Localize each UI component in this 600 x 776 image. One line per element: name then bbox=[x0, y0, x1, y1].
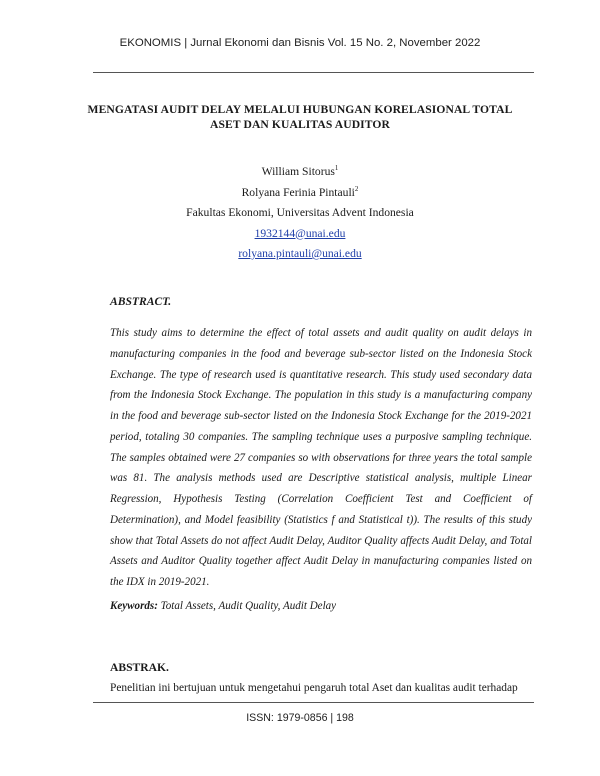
abstrak-first-line: Penelitian ini bertujuan untuk mengetahui pengaruh total Aset dan kualitas audit terhadap bbox=[110, 682, 518, 694]
author-block bbox=[0, 165, 600, 268]
keywords-text: Total Assets, Audit Quality, Audit Delay bbox=[160, 600, 337, 612]
title-line-1: MENGATASI AUDIT DELAY MELALUI HUBUNGAN KORELASIONAL TOTAL bbox=[87, 103, 513, 116]
title-line-2: ASET DAN KUALITAS AUDITOR bbox=[210, 118, 390, 131]
author-2-sup: 2 bbox=[354, 184, 359, 193]
author-1 bbox=[0, 165, 600, 186]
article-title bbox=[80, 102, 520, 132]
email-link-2[interactable]: rolyana.pintauli@unai.edu bbox=[238, 247, 362, 260]
footer-rule bbox=[93, 702, 534, 703]
email-link-1[interactable]: 1932144@unai.edu bbox=[254, 226, 346, 240]
author-2-name: Rolyana Ferinia Pintauli bbox=[241, 185, 355, 199]
footer-issn: ISSN: 1979-0856 | 198 bbox=[246, 712, 354, 724]
keywords-label: Keywords: bbox=[110, 600, 158, 612]
abstrak-heading: ABSTRAK. bbox=[110, 661, 169, 674]
abstract-body: This study aims to determine the effect of total assets and audit quality on audit delays in manufacturing companies in the food and beverage sub-sector listed on the Indonesia Stock Exchange. The type of research used is quantitative research. This study used secondary data from the Indonesia Stock Exchange. The population in this study is a manufacturing company in the food and beverage sub-sector listed on the Indonesia Stock Exchange for the 2019-2021 period, totaling 30 companies. The sampling technique uses a purposive sampling technique. The samples obtained were 27 companies so with observations for three years the total sample was 81. The analysis methods used are Descriptive statistical analysis, multiple Linear Regression, Hypothesis Testing (Correlation Coefficient Test and Coefficient of Determination), and Model feasibility (Statistics f and Statistical t)). The results of this study show that Total Assets do not affect Audit Delay, Auditor Quality affects Audit Delay, and Total Assets and Auditor Quality together affect Audit Delay in manufacturing companies listed on the IDX in 2019-2021. bbox=[110, 327, 532, 588]
affiliation: Fakultas Ekonomi, Universitas Advent Indonesia bbox=[186, 206, 414, 219]
header-rule bbox=[93, 72, 534, 73]
author-1-sup: 1 bbox=[334, 164, 339, 172]
keywords bbox=[110, 600, 336, 612]
running-head: EKONOMIS | Jurnal Ekonomi dan Bisnis Vol. 15 No. 2, November 2022 bbox=[119, 37, 481, 49]
author-2 bbox=[0, 186, 600, 207]
author-1-name: William Sitorus bbox=[261, 165, 335, 178]
abstract-heading: ABSTRACT. bbox=[110, 295, 172, 308]
